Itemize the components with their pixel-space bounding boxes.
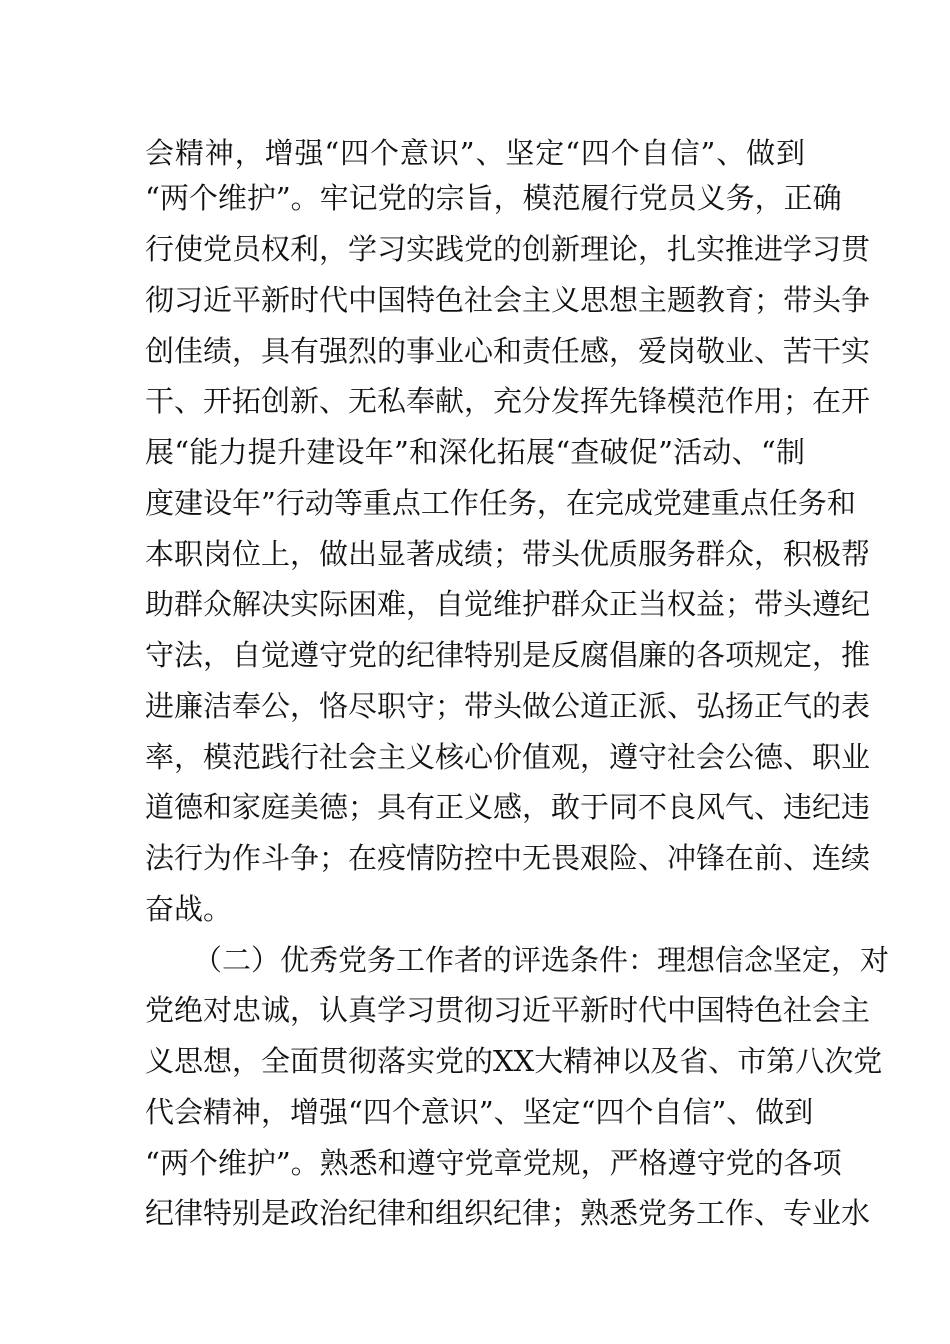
text-line: 党绝对忠诚，认真学习贯彻习近平新时代中国特色社会主 [145,993,871,1027]
text-line: 彻习近平新时代中国特色社会主义思想主题教育；带头争 [145,283,871,317]
text-line: 道德和家庭美德；具有正义感，敢于同不良风气、违纪违 [145,790,871,824]
text-line: 展“能力提升建设年”和深化拓展“查破促”活动、“制 [145,435,805,469]
text-line: 守法，自觉遵守党的纪律特别是反腐倡廉的各项规定，推 [145,638,871,672]
text-line: 纪律特别是政治纪律和组织纪律；熟悉党务工作、专业水 [145,1196,871,1230]
text-line: 进廉洁奉公，恪尽职守；带头做公道正派、弘扬正气的表 [145,689,871,723]
text-line: 义思想，全面贯彻落实党的XX大精神以及省、市第八次党 [145,1044,883,1078]
text-line: 本职岗位上，做出显著成绩；带头优质服务群众，积极帮 [145,537,871,571]
paragraph-heading-line: （二）优秀党务工作者的评选条件：理想信念坚定，对 [193,943,890,977]
text-line: 率，模范践行社会主义核心价值观，遵守社会公德、职业 [145,740,871,774]
text-line: 奋战。 [145,892,233,926]
text-line: 法行为作斗争；在疫情防控中无畏艰险、冲锋在前、连续 [145,841,871,875]
text-line: 代会精神，增强“四个意识”、坚定“四个自信”、做到 [145,1095,814,1129]
text-line: 行使党员权利，学习实践党的创新理论，扎实推进学习贯 [145,232,871,266]
text-line: 助群众解决实际困难，自觉维护群众正当权益；带头遵纪 [145,587,871,621]
text-line: 创佳绩，具有强烈的事业心和责任感，爱岗敬业、苦干实 [145,334,871,368]
text-line: 会精神，增强“四个意识”、坚定“四个自信”、做到 [145,136,805,170]
text-line: 干、开拓创新、无私奉献，充分发挥先锋模范作用；在开 [145,384,871,418]
text-line: 度建设年”行动等重点工作任务，在完成党建重点任务和 [145,486,856,520]
text-line: “两个维护”。牢记党的宗旨，模范履行党员义务，正确 [145,181,842,215]
text-line: “两个维护”。熟悉和遵守党章党规，严格遵守党的各项 [145,1146,842,1180]
